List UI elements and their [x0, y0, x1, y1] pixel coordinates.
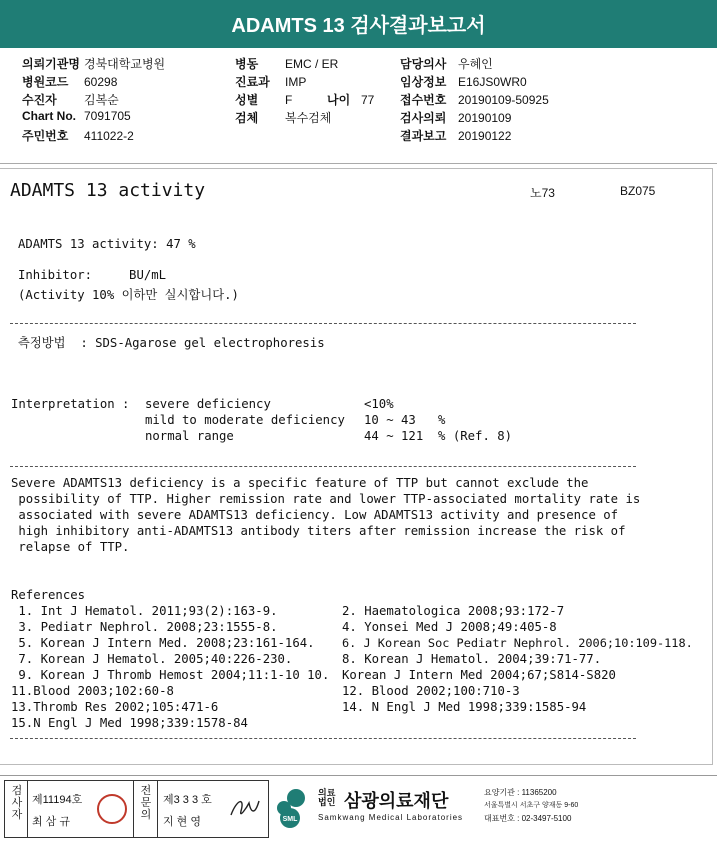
info-specimen: 검체 복수검체	[235, 111, 332, 125]
doctor-label: 전문의	[140, 785, 152, 821]
test-title: ADAMTS 13 activity	[10, 180, 206, 201]
sig-divider-2	[133, 781, 134, 837]
reference-left-2: 3. Pediatr Nephrol. 2008;23:1555-8.	[11, 620, 278, 634]
reference-left-4: 7. Korean J Hematol. 2005;40:226-230.	[11, 652, 293, 666]
inhibitor-note: (Activity 10% 이하만 실시합니다.)	[18, 288, 239, 302]
info-hospital-code: 병원코드 60298	[22, 75, 118, 89]
tech-seal-icon	[97, 794, 127, 824]
report-title-bar	[0, 0, 717, 48]
sig-divider-1	[27, 781, 28, 837]
reference-right-7: 14. N Engl J Med 1998;339:1585-94	[342, 700, 587, 714]
reference-right-1: 2. Haematologica 2008;93:172-7	[342, 604, 565, 618]
code-1: 노73	[530, 186, 555, 200]
doctor-name: 지 현 영	[163, 816, 201, 828]
info-hospital-name: 의뢰기관명 경북대학교병원	[22, 57, 166, 71]
report-main-title: ADAMTS 13 검사결과보고서	[231, 15, 486, 37]
activity-result: ADAMTS 13 activity: 47 %	[18, 237, 196, 251]
interp-range-3: 44 ~ 121 % (Ref. 8)	[364, 429, 513, 443]
reference-left-5: 9. Korean J Thromb Hemost 2004;11:1-10 10.	[11, 668, 330, 682]
interp-name-3: normal range	[145, 429, 234, 443]
inhibitor-line: Inhibitor: BU/mL	[18, 268, 167, 282]
interp-label: Interpretation :	[11, 397, 130, 411]
divider-3	[10, 738, 636, 739]
org-code: 요양기관 : 11365200	[484, 788, 557, 797]
sml-logo-icon	[270, 786, 310, 830]
comment-line-4: high inhibitory anti-ADAMTS13 antibody titers after remission increase the risk of	[11, 524, 626, 538]
info-patient-name: 수진자 김복순	[22, 93, 119, 107]
info-chart-no: Chart No. 7091705	[22, 109, 131, 123]
tech-license-no: 제11194호	[32, 794, 83, 806]
info-doctor: 담당의사 우혜인	[400, 57, 493, 71]
reference-left-1: 1. Int J Hematol. 2011;93(2):163-9.	[11, 604, 278, 618]
interp-range-2: 10 ~ 43 %	[364, 413, 446, 427]
info-resident-no: 주민번호 411022-2	[22, 129, 134, 143]
reference-right-3: 6. J Korean Soc Pediatr Nephrol. 2006;10:109-118.	[342, 636, 693, 650]
info-ward: 병동 EMC / ER	[235, 57, 339, 71]
doctor-license-no: 제3 3 3 호	[163, 794, 212, 806]
org-name: 삼광의료재단	[344, 791, 449, 811]
divider-2	[10, 466, 636, 467]
references-title: References	[11, 588, 86, 602]
interp-name-1: severe deficiency	[145, 397, 271, 411]
org-address: 서울특별시 서초구 양재동 9-60	[484, 802, 579, 809]
reference-right-2: 4. Yonsei Med J 2008;49:405-8	[342, 620, 557, 634]
info-clinical: 임상정보 E16JS0WR0	[400, 75, 527, 89]
info-report-date: 결과보고 20190122	[400, 129, 512, 143]
comment-line-3: associated with severe ADAMTS13 deficiency. Low ADAMTS13 activity and presence of	[11, 508, 619, 522]
sig-divider-3	[157, 781, 158, 837]
comment-line-1: Severe ADAMTS13 deficiency is a specific feature of TTP but cannot exclude the	[11, 476, 589, 490]
info-separator	[0, 163, 717, 164]
org-prefix: 의료법인	[318, 788, 336, 807]
info-request-date: 검사의뢰 20190109	[400, 111, 512, 125]
logo-text: SML	[282, 816, 298, 823]
code-2: BZ075	[620, 184, 656, 198]
info-receipt-no: 접수번호 20190109-50925	[400, 93, 549, 107]
interp-name-2: mild to moderate deficiency	[145, 413, 345, 427]
info-sex: 성별 F	[235, 93, 293, 107]
signature-box	[4, 780, 269, 838]
org-english-name: Samkwang Medical Laboratories	[318, 813, 464, 822]
comment-line-5: relapse of TTP.	[11, 540, 130, 554]
method-line: 측정방법 : SDS-Agarose gel electrophoresis	[18, 336, 325, 350]
doctor-signature-icon	[227, 793, 263, 823]
reference-right-4: 8. Korean J Hematol. 2004;39:71-77.	[342, 652, 602, 666]
comment-line-2: possibility of TTP. Higher remission rate and lower TTP-associated mortality rate is	[11, 492, 641, 506]
reference-right-6: 12. Blood 2002;100:710-3	[342, 684, 520, 698]
tech-name: 최 삼 규	[32, 816, 70, 828]
tech-label: 검사자	[11, 785, 23, 821]
reference-right-5: Korean J Intern Med 2004;67;S814-S820	[342, 668, 616, 682]
interp-range-1: <10%	[364, 397, 394, 411]
reference-left-8: 15.N Engl J Med 1998;339:1578-84	[11, 716, 248, 730]
org-phone: 대표번호 : 02-3497-5100	[484, 814, 572, 823]
reference-left-3: 5. Korean J Intern Med. 2008;23:161-164.	[11, 636, 315, 650]
info-age: 나이 77	[327, 93, 375, 107]
reference-left-7: 13.Thromb Res 2002;105:471-6	[11, 700, 219, 714]
info-department: 진료과 IMP	[235, 75, 307, 89]
reference-left-6: 11.Blood 2003;102:60-8	[11, 684, 174, 698]
divider-1	[10, 323, 636, 324]
